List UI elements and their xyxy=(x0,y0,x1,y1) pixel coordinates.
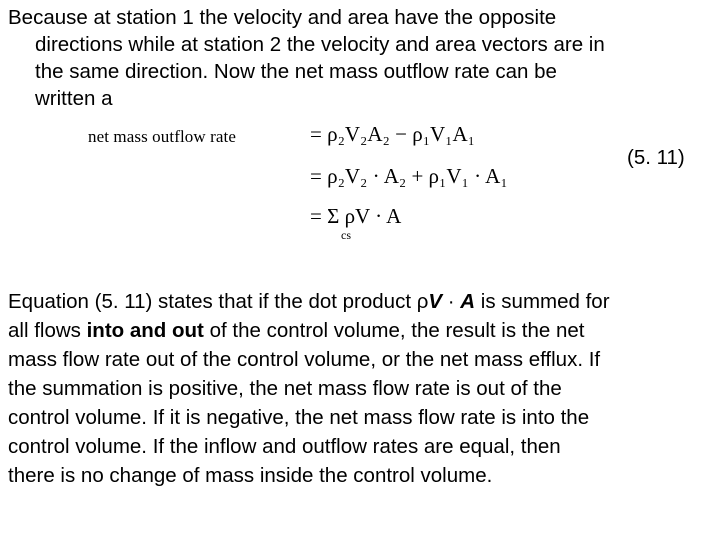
body-line-3: mass flow rate out of the control volume, or the net mass efflux. If xyxy=(8,348,601,371)
body-line-7: there is no change of mass inside the control volume. xyxy=(8,464,493,487)
into-and-out-emphasis: into and out xyxy=(86,319,204,342)
body-line-2 xyxy=(8,316,712,345)
intro-line-1: Because at station 1 the velocity and area have the opposite xyxy=(8,6,557,29)
body-line-2-c: of the control volume, the result is the net xyxy=(203,319,585,342)
equation-label: net mass outflow rate xyxy=(88,127,236,146)
equation-row-1: = ρ₂V₂A₂ − ρ₁V₁A₁ xyxy=(310,122,475,146)
equation-row-3-text: = Σ ρV · A xyxy=(310,204,402,228)
body-line-1 xyxy=(8,287,712,316)
vector-v: V xyxy=(428,290,443,313)
intro-line-2: directions while at station 2 the velocity and area vectors are in xyxy=(35,33,605,56)
equation-number: (5. 11) xyxy=(627,146,685,169)
body-line-6: control volume. If the inflow and outflow rates are equal, then xyxy=(8,435,561,458)
equation-row-3-subscript: cs xyxy=(341,228,351,242)
equation-row-3 xyxy=(310,206,401,227)
intro-line-4: written a xyxy=(35,87,113,110)
body-line-1-a: Equation (5. 11) states that if the dot product ρ xyxy=(8,290,429,313)
body-line-5: control volume. If it is negative, the net mass flow rate is into the xyxy=(8,406,590,429)
vector-a: A xyxy=(460,290,476,313)
intro-line-3: the same direction. Now the net mass outflow rate can be xyxy=(35,60,557,83)
body-line-2-a: all flows xyxy=(8,319,87,342)
body-paragraph xyxy=(8,287,712,490)
intro-paragraph xyxy=(8,4,708,112)
body-line-1-e: is summed for xyxy=(475,290,610,313)
equation-row-2: = ρ₂V₂ · A₂ + ρ₁V₁ · A₁ xyxy=(310,164,508,188)
body-line-4: the summation is positive, the net mass flow rate is out of the xyxy=(8,377,562,400)
dot-operator: · xyxy=(442,290,461,313)
